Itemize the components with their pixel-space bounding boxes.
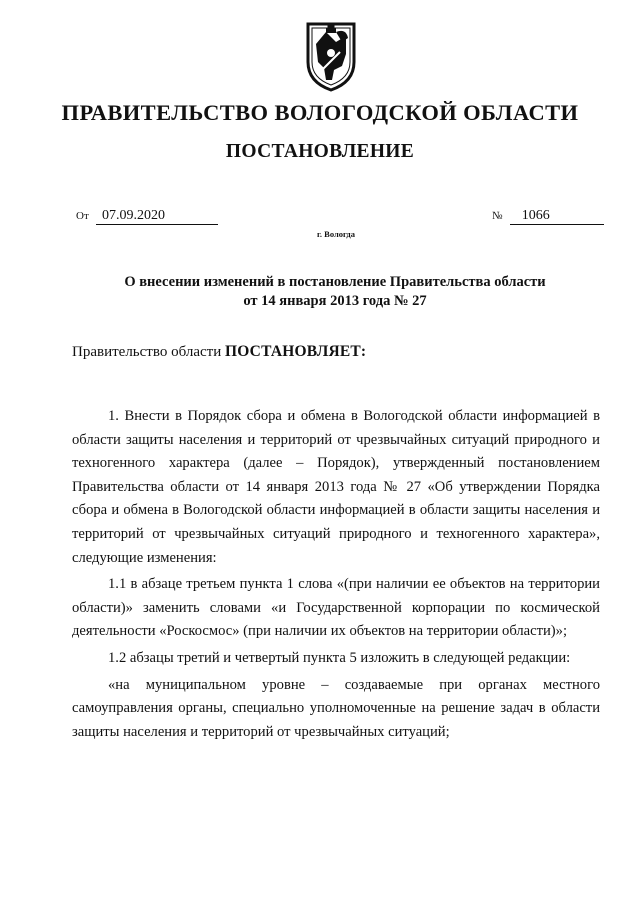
paragraph-quote: «на муниципальном уровне – создаваемые при органах местного самоуправления органы, специально уполномоченные на решение задач в области защиты населения и территорий от чрезвычайных ситуаций; [72, 676, 600, 740]
preamble-text: Правительство области [72, 344, 222, 360]
subject-line-2: от 14 января 2013 года № 27 [243, 293, 427, 309]
date-prefix: От [76, 210, 89, 222]
paragraph-1-2: 1.2 абзацы третий и четвертый пункта 5 изложить в следующей редакции: [108, 649, 571, 666]
preamble-keyword: ПОСТАНОВЛЯЕТ: [224, 343, 367, 360]
document-subject [70, 273, 600, 311]
document-kind: ПОСТАНОВЛЕНИЕ [225, 141, 415, 162]
document-body [72, 405, 600, 744]
number-value: 1066 [510, 208, 604, 225]
document-number [492, 207, 604, 225]
paragraph-1-1: 1.1 в абзаце третьем пункта 1 слова «(при наличии ее объектов на территории области)» заменить словами «и Государственной корпорации по космической деятельности «Роскосмос» (при наличии их объектов на территории области)»; [72, 576, 600, 640]
document-date [76, 207, 218, 225]
subject-line-1: О внесении изменений в постановление Правительства области [124, 274, 546, 290]
preamble [72, 343, 366, 361]
date-value: 07.09.2020 [96, 208, 218, 225]
government-title: ПРАВИТЕЛЬСТВО ВОЛОГОДСКОЙ ОБЛАСТИ [61, 100, 579, 125]
number-prefix: № [492, 210, 503, 222]
coat-of-arms-icon [302, 22, 360, 92]
city: г. Вологда [317, 229, 355, 239]
paragraph-1: 1. Внести в Порядок сбора и обмена в Вологодской области информацией в области защиты населения и территорий от чрезвычайных ситуаций природного и техногенного характера (далее – Порядок), утвержденный постановлением Правительства области от 14 января 2013 года № 27 «Об утверждении Порядка сбора и обмена в Вологодской области информацией в области защиты населения и территорий от чрезвычайных ситуаций природного и техногенного характера», следующие изменения: [72, 408, 600, 566]
